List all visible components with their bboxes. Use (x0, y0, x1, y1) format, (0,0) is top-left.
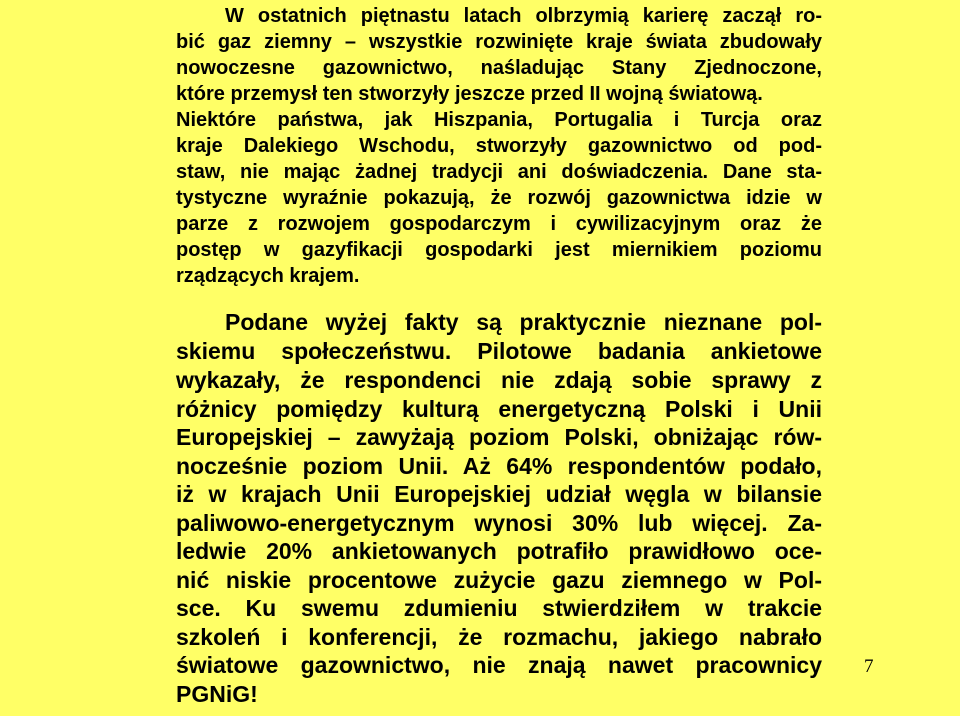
paragraph-1-line: W ostatnich piętnastu latach olbrzymią karierę zaczął ro- (225, 5, 822, 27)
paragraph-2-line: Podane wyżej fakty są praktycznie nieznane pol- (225, 309, 822, 335)
paragraph-1-line: które przemysł ten stworzyły jeszcze przed II wojną światową. (176, 83, 763, 105)
paragraph-2-line: ledwie 20% ankietowanych potrafiło prawidłowo oce- (176, 538, 822, 564)
paragraph-1-line: rządzących krajem. (176, 265, 360, 287)
paragraph-1-line: bić gaz ziemny – wszystkie rozwinięte kraje świata zbudowały (176, 31, 822, 53)
paragraph-2-line: PGNiG! (176, 681, 258, 707)
paragraph-1-line: kraje Dalekiego Wschodu, stworzyły gazownictwo od pod- (176, 135, 822, 157)
paragraph-2-line: sce. Ku swemu zdumieniu stwierdziłem w trakcie (176, 595, 822, 621)
paragraph-1-line: parze z rozwojem gospodarczym i cywilizacyjnym oraz że (176, 213, 822, 235)
page-number: 7 (864, 656, 874, 677)
paragraph-2-line: Europejskiej – zawyżają poziom Polski, obniżając rów- (176, 424, 822, 450)
paragraph-1-line: nowoczesne gazownictwo, naśladując Stany Zjednoczone, (176, 57, 822, 79)
paragraph-2-line: skiemu społeczeństwu. Pilotowe badania ankietowe (176, 338, 822, 364)
paragraph-2-line: nocześnie poziom Unii. Aż 64% respondentów podało, (176, 453, 822, 479)
paragraph-2-line: iż w krajach Unii Europejskiej udział węgla w bilansie (176, 481, 822, 507)
paragraph-2-line: różnicy pomiędzy kulturą energetyczną Polski i Unii (176, 396, 822, 422)
paragraph-1-line: Niektóre państwa, jak Hiszpania, Portugalia i Turcja oraz (176, 109, 822, 131)
paragraph-2-line: wykazały, że respondenci nie zdają sobie sprawy z (176, 367, 822, 393)
paragraph-2-line: paliwowo-energetycznym wynosi 30% lub więcej. Za- (176, 510, 822, 536)
paragraph-1-line: postęp w gazyfikacji gospodarki jest miernikiem poziomu (176, 239, 822, 261)
paragraph-1-line: tystyczne wyraźnie pokazują, że rozwój gazownictwa idzie w (176, 187, 822, 209)
paragraph-2-line: szkoleń i konferencji, że rozmachu, jakiego nabrało (176, 624, 822, 650)
paragraph-2-line: nić niskie procentowe zużycie gazu ziemnego w Pol- (176, 567, 822, 593)
paragraph-1-line: staw, nie mając żadnej tradycji ani doświadczenia. Dane sta- (176, 161, 822, 183)
paragraph-2-line: światowe gazownictwo, nie znają nawet pracownicy (176, 652, 822, 678)
